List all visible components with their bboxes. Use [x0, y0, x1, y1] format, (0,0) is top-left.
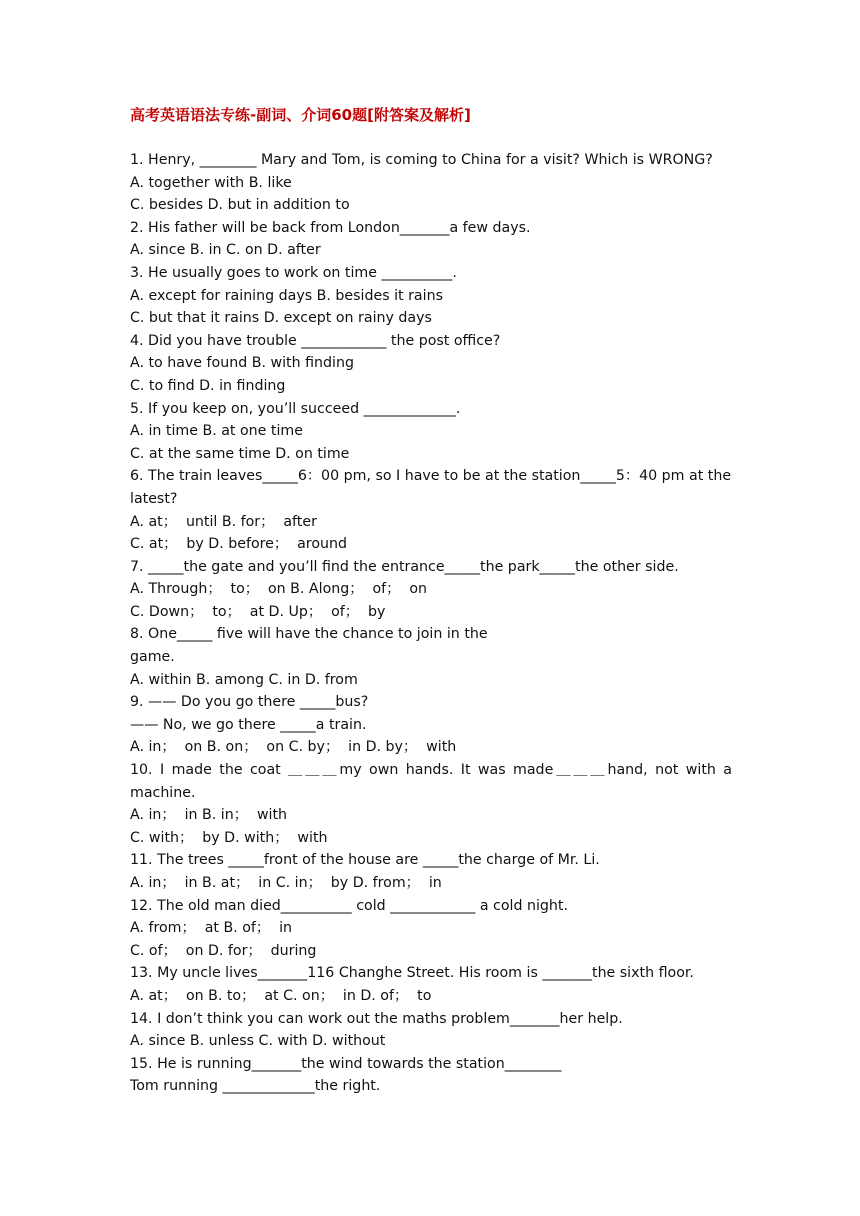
question-2: 2. His father will be back from London_______a few days.	[130, 219, 531, 236]
question-6-options-cd: C. at； by D. before； around	[130, 536, 347, 553]
question-3: 3. He usually goes to work on time __________.	[130, 264, 457, 281]
question-3-options-ab: A. except for raining days B. besides it rains	[130, 287, 443, 304]
question-1: 1. Henry, ________ Mary and Tom, is coming to China for a visit? Which is WRONG?	[130, 152, 713, 168]
question-13: 13. My uncle lives_______116 Changhe Street. His room is _______the sixth floor.	[130, 965, 694, 982]
question-5-options-ab: A. in time B. at one time	[130, 423, 303, 440]
question-11: 11. The trees _____front of the house are _____the charge of Mr. Li.	[130, 852, 600, 869]
question-14: 14. I don’t think you can work out the maths problem_______her help.	[130, 1010, 623, 1027]
question-7: 7. _____the gate and you’ll find the entrance_____the park_____the other side.	[130, 558, 679, 575]
question-4-options-cd: C. to find D. in finding	[130, 377, 286, 394]
question-9-options: A. in； on B. on； on C. by； in D. by； with	[130, 739, 457, 756]
document-page	[130, 104, 736, 1098]
question-12-options-cd: C. of； on D. for； during	[130, 942, 317, 959]
question-11-options: A. in； in B. at； in C. in； by D. from； in	[130, 875, 442, 891]
question-4: 4. Did you have trouble ____________ the post office?	[130, 332, 501, 349]
question-12-options-ab: A. from； at B. of； in	[130, 920, 293, 937]
question-1-options-ab: A. together with B. like	[130, 174, 292, 191]
question-8-options: A. within B. among C. in D. from	[130, 671, 358, 688]
question-10-options-ab: A. in； in B. in； with	[130, 807, 288, 824]
question-5-options-cd: C. at the same time D. on time	[130, 445, 350, 462]
question-10: 10. I made the coat ＿＿＿my own hands. It was made＿＿＿hand, not with a machine.	[130, 762, 732, 801]
question-3-options-cd: C. but that it rains D. except on rainy days	[130, 310, 432, 327]
question-5: 5. If you keep on, you’ll succeed _____________.	[130, 400, 461, 417]
question-15-continued: Tom running _____________the right.	[130, 1078, 381, 1095]
question-1-options-cd: C. besides D. but in addition to	[130, 197, 350, 214]
question-6: 6. The train leaves_____6：00 pm, so I have to be at the station_____5：40 pm at the latest?	[130, 468, 736, 507]
question-12: 12. The old man died__________ cold ____________ a cold night.	[130, 897, 568, 914]
question-9: 9. —— Do you go there _____bus?	[130, 694, 369, 711]
question-6-options-ab: A. at； until B. for； after	[130, 513, 317, 530]
question-8-continued: game.	[130, 649, 175, 666]
question-15: 15. He is running_______the wind towards the station________	[130, 1055, 562, 1072]
question-9-reply: —— No, we go there _____a train.	[130, 716, 367, 733]
question-8: 8. One_____ five will have the chance to join in the	[130, 626, 488, 643]
document-title: 高考英语语法专练-副词、介词60题[附答案及解析]	[130, 106, 471, 124]
question-10-options-cd: C. with； by D. with； with	[130, 829, 328, 846]
question-7-options-cd: C. Down； to； at D. Up； of； by	[130, 603, 386, 620]
question-7-options-ab: A. Through； to； on B. Along； of； on	[130, 581, 428, 598]
question-14-options: A. since B. unless C. with D. without	[130, 1033, 386, 1050]
question-4-options-ab: A. to have found B. with finding	[130, 355, 354, 372]
question-13-options: A. at； on B. to； at C. on； in D. of； to	[130, 987, 432, 1004]
question-2-options: A. since B. in C. on D. after	[130, 242, 321, 259]
